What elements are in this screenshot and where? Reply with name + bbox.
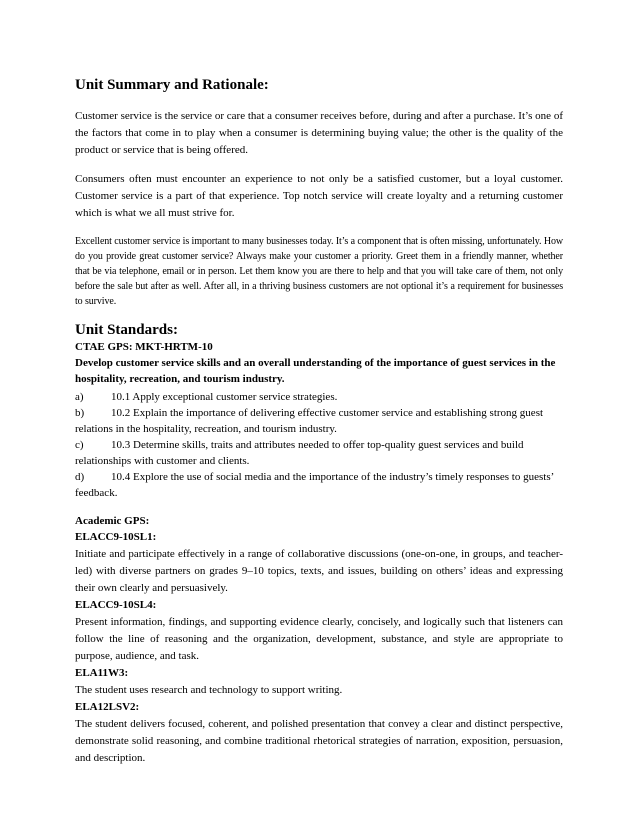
summary-title: Unit Summary and Rationale: (75, 77, 269, 93)
document-page (75, 76, 563, 767)
academic-description: The student delivers focused, coherent, and polished presentation that convey a clear and distinct perspective, demonstrate solid reasoning, and combine traditional rhetorical strategies of narration, exposition, persuasion, and description. (75, 718, 563, 764)
academic-code: ELACC9-10SL1: (75, 531, 157, 543)
standards-title: Unit Standards: (75, 322, 178, 338)
standard-item-text: 10.2 Explain the importance of delivering effective customer service and establishing strong guest relations in the hospitality, recreation, and tourism industry. (75, 407, 544, 435)
standard-item (75, 405, 563, 437)
academic-code: ELACC9-10SL4: (75, 599, 157, 611)
standard-item-letter: c) (75, 439, 84, 451)
academic-code: ELA12LSV2: (75, 701, 140, 713)
standard-item-text: 10.3 Determine skills, traits and attributes needed to offer top-quality guest services and build relationships with customer and clients. (75, 439, 524, 467)
standard-item-text: 10.1 Apply exceptional customer service strategies. (111, 391, 338, 403)
summary-paragraph-1: Customer service is the service or care that a consumer receives before, during and after a purchase. It’s one of the factors that come in to play when a consumer is determining buying value; the other is the quality of the product or service that is being offered. (75, 110, 563, 156)
academic-code: ELA11W3: (75, 667, 129, 679)
standard-item (75, 389, 563, 405)
academic-gps-title: Academic GPS: (75, 515, 150, 527)
ctae-heading: Develop customer service skills and an overall understanding of the importance of guest services in the hospitality, recreation, and tourism industry. (75, 357, 556, 385)
standard-item-letter: d) (75, 471, 85, 483)
ctae-code: CTAE GPS: MKT-HRTM-10 (75, 341, 213, 353)
standard-item-letter: b) (75, 407, 85, 419)
standard-item-text: 10.4 Explore the use of social media and the importance of the industry’s timely responses to guests’ feedback. (75, 471, 554, 499)
standards-list (75, 389, 563, 501)
academic-description: The student uses research and technology to support writing. (75, 684, 343, 696)
summary-paragraph-3: Excellent customer service is important to many businesses today. It’s a component that is often missing, unfortunately. How do you provide great customer service? Always make your customer a priority. Greet them in a friendly manner, whether that be via telephone, email or in person. Let them know you are there to help and that you will take care of them, not only before the sale but after as well. After all, in a thriving business customers are not optional it’s a requirement for businesses to survive. (75, 236, 563, 307)
standard-item (75, 469, 563, 501)
academic-description: Initiate and participate effectively in a range of collaborative discussions (one-on-one, in groups, and teacher-led) with diverse partners on grades 9–10 topics, texts, and issues, building on others’ ideas and expressing their own clearly and persuasively. (75, 548, 563, 594)
standard-item (75, 437, 563, 469)
academic-description: Present information, findings, and supporting evidence clearly, concisely, and logically such that listeners can follow the line of reasoning and the organization, development, substance, and style are appropriate to purpose, audience, and task. (75, 616, 563, 662)
summary-paragraph-2: Consumers often must encounter an experience to not only be a satisfied customer, but a loyal customer. Customer service is a part of that experience. Top notch service will create loyalty and a returning customer which is what we all must strive for. (75, 173, 563, 219)
standard-item-letter: a) (75, 391, 84, 403)
